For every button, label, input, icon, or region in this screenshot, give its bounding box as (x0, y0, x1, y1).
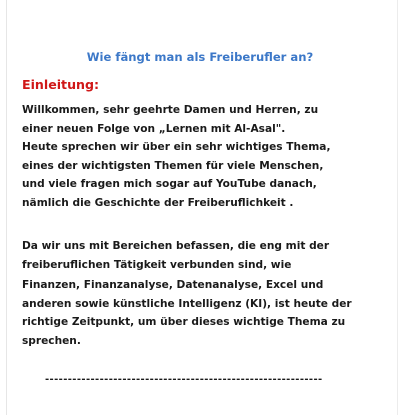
section-heading: Einleitung: (22, 77, 100, 92)
paragraph-timing: Finanzen, Finanzanalyse, Datenanalyse, Excel und anderen sowie künstliche Intelligenz (KI), ist heute der richtige Zeitpunkt, um über dieses wichtige Thema zu sprechen. (22, 279, 352, 347)
paragraph-welcome: Willkommen, sehr geehrte Damen und Herren, zu einer neuen Folge von „Lernen mit Al-Asal". (22, 104, 319, 135)
section-divider: ------------------------------------------------------------- (45, 374, 323, 385)
paragraph-topic: Heute sprechen wir über ein sehr wichtiges Thema, eines der wichtigsten Themen für viele Menschen, und viele fragen mich sogar auf YouTube danach, nämlich die Geschichte der Freiberuflichkeit . (22, 141, 331, 209)
paragraph-fields: Da wir uns mit Bereichen befassen, die eng mit der freiberuflichen Tätigkeit verbunden sind, wie (22, 240, 330, 271)
document-title: Wie fängt man als Freiberufler an? (86, 50, 314, 64)
